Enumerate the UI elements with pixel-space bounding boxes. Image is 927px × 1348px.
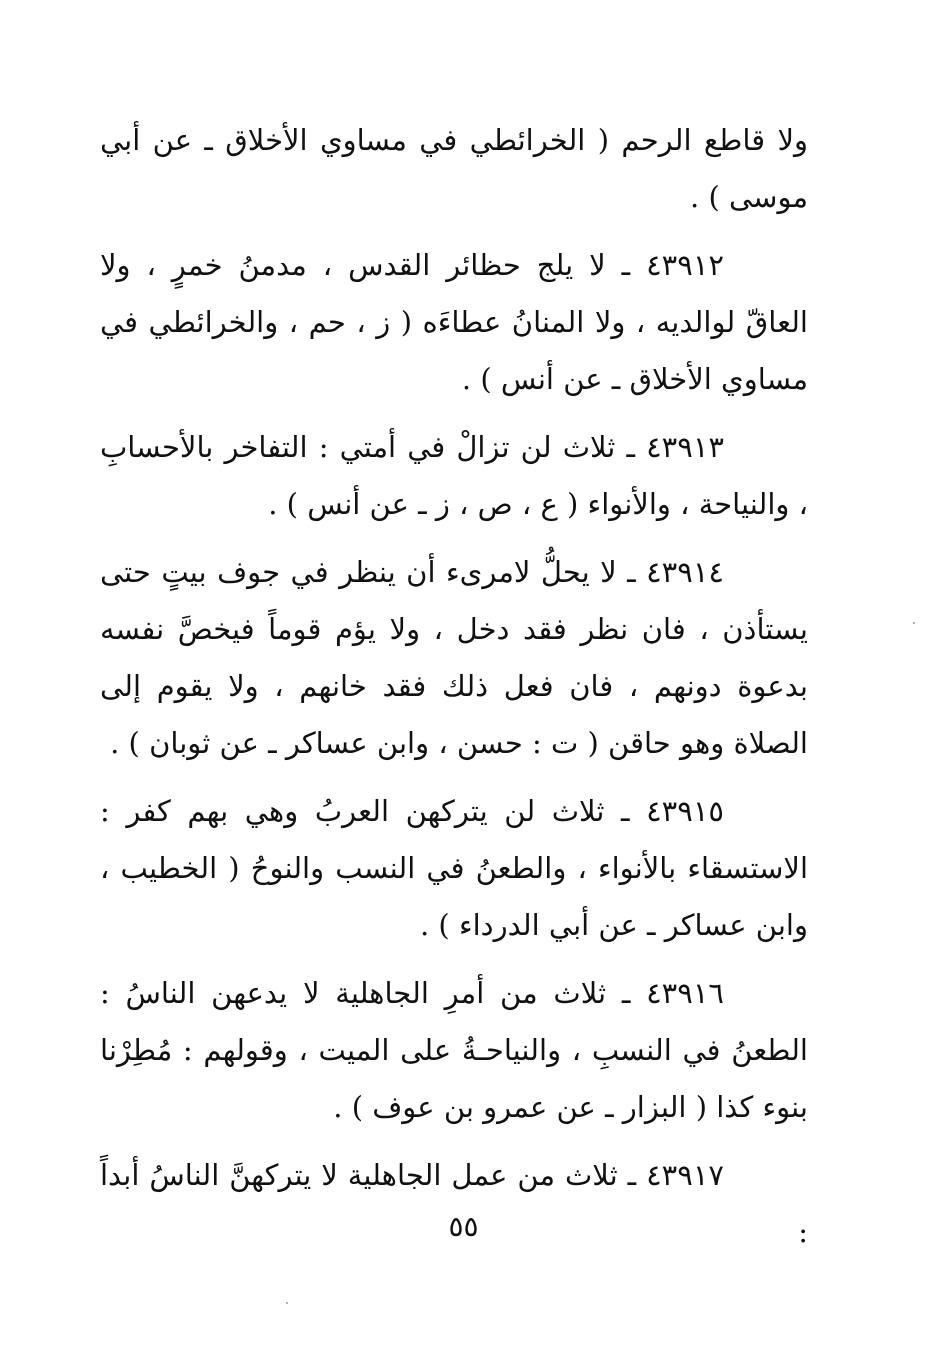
- scan-speck: [286, 1302, 288, 1304]
- hadith-43913: ٤٣٩١٣ ـ ثلاث لن تزالْ في أمتي : التفاخر بالأحسابِ ، والنياحة ، والأنواء ( ع ، ص ، ز ـ عن أنس ) .: [100, 430, 808, 521]
- hadith-43912: ٤٣٩١٢ ـ لا يلج حظائر القدس ، مدمنُ خمرٍ ، ولا العاقّ لوالديه ، ولا المنانُ عطاءَه ( ز ، حم ، والخرائطي في مساوي الأخلاق ـ عن أنس ) .: [100, 248, 808, 396]
- page-body-text: [100, 112, 808, 1272]
- page-number: ٥٥: [448, 1210, 479, 1243]
- hadith-43915: ٤٣٩١٥ ـ ثلاث لن يتركهن العربُ وهي بهم كفر : الاستسقاء بالأنواء ، والطعنُ في النسب والنوحُ ( الخطيب ، وابن عساكر ـ عن أبي الدرداء ) .: [100, 794, 808, 942]
- scan-speck: [913, 622, 915, 624]
- continued-paragraph: ولا قاطع الرحم ( الخرائطي في مساوي الأخلاق ـ عن أبي موسى ) .: [100, 123, 808, 214]
- hadith-43916: ٤٣٩١٦ ـ ثلاث من أمرِ الجاهلية لا يدعهن الناسُ : الطعنُ في النسبِ ، والنياحـةُ على الميت ، وقولهم : مُطِرْنا بنوء كذا ( البزار ـ عن عمرو بن عوف ) .: [100, 976, 808, 1124]
- hadith-43917: ٤٣٩١٧ ـ ثلاث من عمل الجاهلية لا يتركهنَّ الناسُ أبداً :: [100, 1158, 808, 1249]
- hadith-43914: ٤٣٩١٤ ـ لا يحلُّ لامرىء أن ينظر في جوف بيتٍ حتى يستأذن ، فان نظر فقد دخل ، ولا يؤم قوماً فيخصَّ نفسه بدعوة دونهم ، فان فعل ذلك فقد خانهم ، ولا يقوم إلى الصلاة وهو حاقن ( ت : حسن ، وابن عساكر ـ عن ثوبان ) .: [100, 555, 809, 760]
